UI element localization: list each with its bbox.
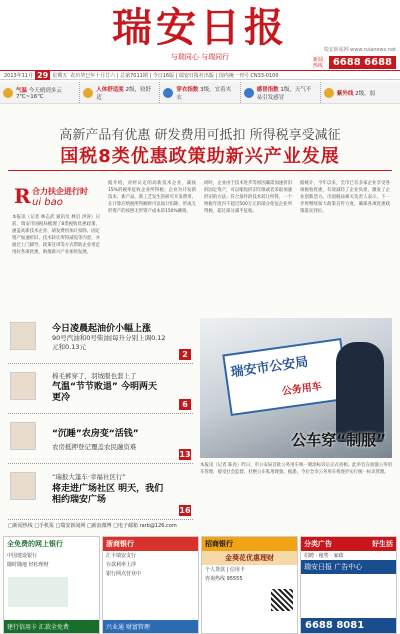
ad-title: 全免费的网上银行 — [7, 540, 63, 548]
page-number[interactable]: 16 — [179, 506, 191, 515]
ad-band: 瑞安日报 广告中心 — [301, 560, 396, 574]
weather-text: 1级，天气不易引发感冒 — [256, 86, 312, 101]
ad-phone[interactable]: 6688 8081 — [301, 618, 396, 633]
ad-header-left: 分类广告 — [304, 540, 332, 548]
news-subline: 农房抵押登记覆盖农民融资难 — [52, 443, 137, 451]
weather-label: 人体舒适度 — [96, 86, 124, 93]
issue-info-bar — [0, 70, 400, 80]
news-list — [8, 318, 193, 530]
badge-subtitle: ui bao — [32, 197, 63, 208]
ad-header: 招商银行 — [202, 537, 297, 551]
qr-code-icon — [271, 589, 293, 611]
news-item[interactable] — [8, 318, 193, 364]
lead-story[interactable] — [8, 118, 392, 308]
weather-text: 2级，弱 — [355, 90, 376, 97]
sun-icon — [3, 88, 13, 98]
news-item[interactable] — [8, 368, 193, 414]
lead-column-1: 本报讯（记者 林志武 通讯员 林启 洪涛）日前，瑞安市国税局梳理了8类税收优惠政策，涵盖高新技术企业、研发费用加计扣除、固定资产加速折旧、技术转让所得减免等内容，并通过上门辅导、政策宣讲等方式帮助企业用足用好各项优惠，助推新兴产业加快发展。 — [12, 215, 100, 255]
issue-day: 29 — [37, 70, 49, 80]
photo-story-image[interactable] — [200, 318, 392, 458]
news-subline: 棉毛裤穿了，羽绒服也套上了 — [52, 372, 137, 380]
issue-details: 农历癸巳年十月廿六 | 总第7011期 | 今日16版 | 瑞安日报社出版 | 国内统一刊号 CN33-0100 — [70, 72, 279, 79]
weather-label: 气温 — [16, 87, 28, 94]
badge-title: 合力扶企进行时 — [32, 187, 88, 196]
cloud-icon — [244, 88, 254, 98]
uv-icon — [324, 88, 334, 98]
ad-stripe: 金葵花优惠理财 — [202, 551, 297, 565]
website-line[interactable]: 瑞安新闻网 www.ruianews.net — [323, 47, 396, 53]
weather-text: 今天晴到多云 7℃~16℃ — [16, 87, 62, 100]
page-number[interactable]: 13 — [179, 450, 191, 459]
ad-header-right: 好生活 — [372, 540, 393, 548]
photo-story-text: 本报讯（记者 陈亮）昨日，市公安局首批公务用车统一喷涂标识后正式亮相。此举旨在加强公务用车管理，接受社会监督，杜绝公车私用现象。据悉，今后全市公务用车将逐步实行统一标识管理。 — [200, 463, 392, 475]
masthead-title: 瑞安日报 — [112, 4, 288, 51]
ad-footer: 建行信用卡 汇款全免费 — [4, 620, 99, 633]
weather-label: 感冒指数 — [256, 86, 279, 93]
ad-text: 中国建设银行 — [7, 553, 38, 559]
weather-cell — [0, 82, 80, 103]
hotline-box — [313, 56, 396, 69]
ad-image — [8, 577, 68, 607]
weather-label: 紫外线 — [336, 90, 354, 97]
ad-text: 银行网点营业中 — [106, 571, 142, 577]
news-thumbnail — [10, 372, 36, 400]
issue-date: 2013年11月 — [4, 72, 34, 79]
weather-text: 2级，较舒适 — [96, 86, 151, 101]
weather-bar — [0, 82, 400, 104]
ad-text: 汇丰瑞安支行 — [106, 553, 137, 559]
news-headline[interactable]: 气温“节节败退” 今明两天更冷 — [52, 382, 157, 403]
news-thumbnail — [10, 472, 36, 500]
person-figure — [336, 342, 384, 442]
news-item[interactable] — [8, 468, 193, 520]
badge-letter: R — [14, 184, 31, 208]
ad-classified[interactable] — [300, 536, 397, 634]
ad-header — [301, 537, 396, 551]
ad-footer: 兴业通 财富管理 — [103, 620, 198, 633]
masthead — [0, 0, 400, 70]
ad-text: 随时随地 轻松理财 — [7, 562, 49, 568]
photo-caption: 公车穿“制服” — [291, 431, 386, 449]
weather-cell — [80, 82, 160, 103]
weather-label: 穿衣指数 — [176, 86, 199, 93]
ad-text: 招聘 · 租售 · 家政 — [304, 553, 344, 559]
hotline-label: 新闻热线 — [312, 56, 323, 69]
lead-headline[interactable]: 国税8类优惠政策助新兴产业发展 — [60, 146, 340, 167]
ad-cmb[interactable] — [201, 536, 298, 634]
news-thumbnail — [10, 422, 36, 450]
column-badge — [14, 184, 98, 208]
ad-text: 咨询热线 95555 — [205, 576, 243, 582]
page-number[interactable]: 6 — [179, 399, 191, 410]
ad-bank[interactable] — [102, 536, 199, 634]
ad-header: 浙商银行 — [103, 537, 198, 551]
news-headline[interactable]: “沉睡”农房变“活钱” — [52, 429, 139, 439]
hotline-number: 6688 6688 — [329, 56, 396, 69]
divider — [8, 170, 392, 171]
news-item[interactable] — [8, 418, 193, 464]
weather-cell — [241, 82, 321, 103]
ad-text: 存款利率上浮 — [106, 562, 137, 568]
shirt-icon — [163, 88, 173, 98]
masthead-slogan: 与瑞同心 与瑞同行 — [170, 53, 230, 61]
lead-column-3: 同时，企业由于技术进步等原因确需加速折旧的固定资产，可以缩短折旧年限或者采取加速折旧的方法；符合条件的技术转让所得，一个纳税年度内不超过500万元的部分免征企业所得税，超过部分减半征收。 — [204, 181, 292, 214]
ad-ccb[interactable] — [3, 536, 100, 634]
weather-cell — [321, 82, 400, 103]
news-thumbnail — [10, 322, 36, 350]
news-subline: 90号汽油和0号柴油|每升分别上调0.12元和0.13元 — [52, 334, 166, 351]
car-door-sign — [222, 338, 349, 416]
news-headline[interactable]: 将走进广场社区 明天，我们相约瑞安广场 — [52, 484, 164, 505]
lead-kicker: 高新产品有优惠 研发费用可抵扣 所得税享受减征 — [59, 128, 341, 143]
ad-text: 个人贷款 | 信用卡 — [205, 567, 245, 573]
sign-top-text: 瑞安市公安局 — [229, 354, 310, 381]
page-number[interactable]: 2 — [179, 349, 191, 360]
news-subline: “瑞报大篷车·幸福社区行” — [52, 473, 126, 481]
weather-cell — [160, 82, 240, 103]
sign-bottom-text: 公务用车 — [281, 381, 323, 398]
news-headline[interactable]: 今日凌晨起油价小幅上涨 — [52, 324, 152, 334]
lead-column-4: 据统计，今年以来，全市已有多家企业享受各项税收优惠，有效减轻了企业负担，激发了企业创新活力。市国税局相关负责人表示，下一步将继续加大政策宣传力度，确保各项优惠政策落实到位。 — [300, 181, 390, 214]
face-icon — [83, 88, 93, 98]
contact-line: □新闻热线 □手机报 □瑞安新闻网 □新浪微博 □电子邮箱 rarb@126.com — [8, 523, 177, 529]
weather-text: 3级，宜着夹衣 — [176, 86, 232, 101]
lead-column-2: 据介绍，对经认定的高新技术企业，减按15%的税率征收企业所得税；企业为开发新技术、新产品、新工艺发生的研究开发费用，在计算应纳税所得额时可以加计扣除，形成无形资产的按照无形资产成本的150%摊销。 — [108, 181, 196, 214]
issue-weekday: 星期五 — [52, 72, 68, 79]
ad-strip — [0, 536, 400, 634]
